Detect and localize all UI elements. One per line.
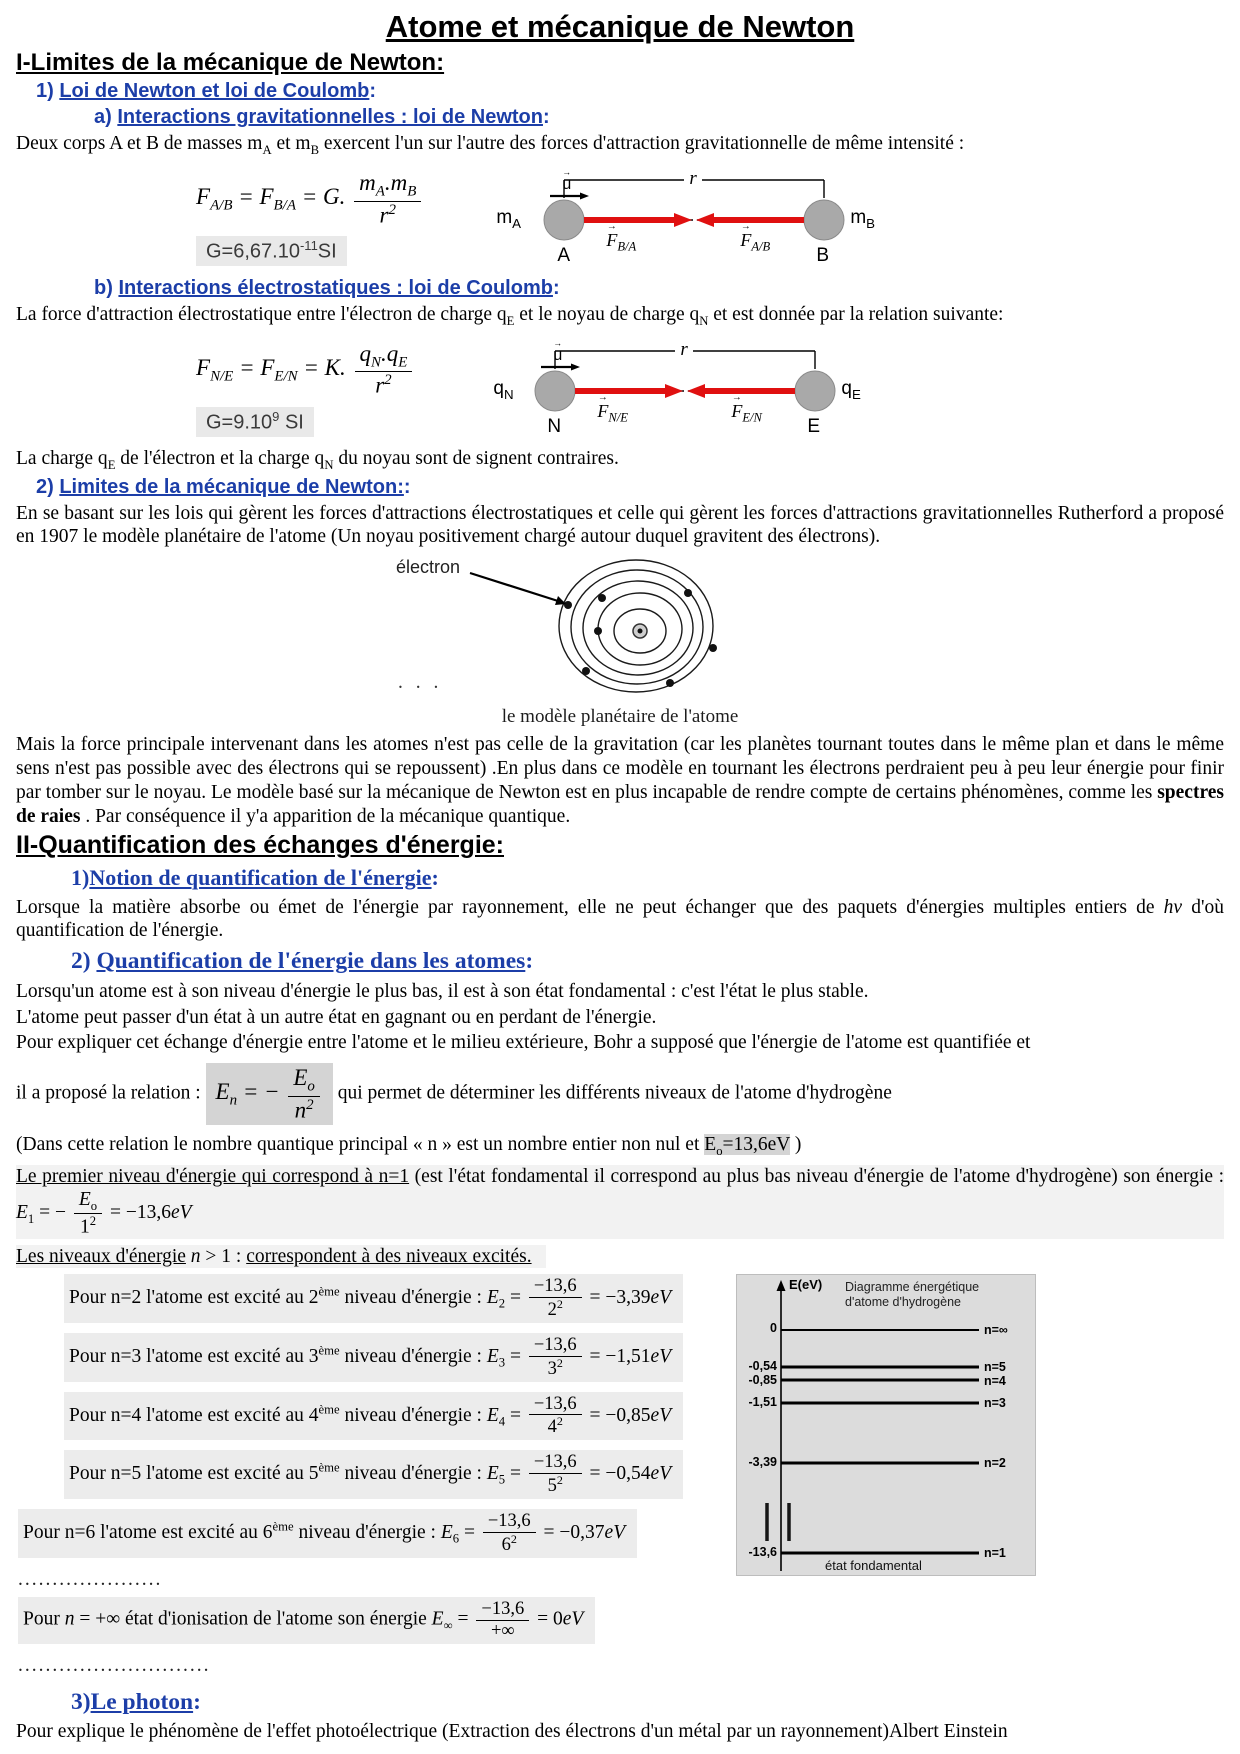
section-i-heading: I-Limites de la mécanique de Newton:: [16, 48, 445, 76]
para-premier-niveau: Le premier niveau d'énergie qui correspond à n=1 (est l'état fondamental il correspond au plus bas niveau d'énergie de l'atome d'hydrogène) son énergie : $E_1$ = − $\frac{E_o}{1^2}$ = −13,6eV: [16, 1166, 1224, 1238]
level-value-label: -0,54: [748, 1359, 777, 1374]
energy-level-line-n2: Pour n=2 l'atome est excité au 2ème niveau d'énergie : $E_2$ = $\frac{-13,6}{2^2}$ = −3,39eV: [64, 1274, 683, 1323]
para-niveaux-excites: Les niveaux d'énergie n > 1 : correspondent à des niveaux excités.: [16, 1245, 546, 1269]
electron-pointer-line: [470, 573, 558, 601]
point-right-label: E: [807, 415, 821, 437]
page-title: [16, 8, 1224, 46]
heading-tail: :: [542, 106, 550, 129]
atom-model-figure: [340, 553, 900, 731]
force-right-label: $F \to_{E/N}$: [731, 401, 762, 426]
gravitation-formula-block: [196, 170, 424, 266]
unit-vector-arrow-head: [580, 193, 589, 200]
coulomb-diagram: [485, 335, 885, 443]
mass-right-label: $m_B$: [850, 207, 876, 231]
mass-circle-right: [804, 200, 844, 240]
heading-tail: :: [525, 948, 534, 975]
energy-diagram-canvas: [737, 1275, 1037, 1577]
electron-dot: [666, 679, 674, 687]
para-critique-modele: Mais la force principale intervenant dans les atomes n'est pas celle de la gravitation (car les planètes tournant toutes dans le même plan et dans le même sens n'est pas possible avec des électrons qui se repoussent) .En plus dans ce modèle en tournant les électrons perdraient peu à peu leur énergie pour finir par tomber sur le noyau. Le modèle basé sur la mécanique de Newton est en plus incapable de rendre compte de certains phénomènes, comme les spectres de raies . Par conséquence il y'a apparition de la mécanique quantique.: [16, 734, 1224, 827]
heading-limites-newton: [36, 475, 1224, 499]
heading-number: 2): [71, 948, 97, 975]
energy-axis-label: E(eV): [789, 1277, 823, 1293]
heading-quantification-atomes: [71, 947, 1224, 976]
level-value-label: -3,39: [748, 1455, 777, 1470]
heading-label: Loi de Newton et loi de Coulomb: [59, 80, 370, 103]
energy-diagram: [736, 1274, 1036, 1576]
para-changement-etat: L'atome peut passer d'un état à un autre état en gagnant ou en perdant de l'énergie.: [16, 1006, 657, 1028]
force-left-label: $F \to_{N/E}$: [597, 401, 628, 426]
energy-diagram-title: Diagramme énergétique d'atome d'hydrogène: [845, 1280, 980, 1310]
level-n-label: n=∞: [984, 1323, 1008, 1338]
level-n-label: n=1: [984, 1546, 1006, 1561]
heading-number: 2): [36, 476, 60, 499]
charge-circle-right: [795, 371, 835, 411]
electron-dot: [709, 644, 717, 652]
point-right-label: B: [816, 245, 830, 267]
heading-number: 1): [71, 864, 90, 890]
dots-separator-1: .....................: [18, 1568, 163, 1590]
atom-figure-caption: le modèle planétaire de l'atome: [501, 706, 739, 728]
level-n-label: n=3: [984, 1396, 1006, 1411]
ellipsis-dots: . . .: [398, 672, 443, 694]
unit-vector-arrow-head: [571, 363, 580, 370]
heading-label: Limites de la mécanique de Newton:: [59, 476, 404, 499]
para-etat-fondamental: Lorsqu'un atome est à son niveau d'énergie le plus bas, il est à son état fondamental : c'est l'état le plus stable.: [16, 980, 869, 1002]
heading-loi-newton-coulomb: [36, 79, 1224, 103]
heading-label: Interactions gravitationnelles : loi de Newton: [117, 106, 543, 129]
relation-prefix: il a proposé la relation :: [16, 1082, 206, 1104]
coulomb-formula-block: [196, 341, 415, 437]
coulomb-force-formula: $F_{N/E} = F_{E/N} = K$. $\frac{q_N.q_E}{r^2}$: [196, 341, 415, 399]
mass-left-label: $m_A$: [496, 207, 522, 231]
heading-number: 3): [71, 1688, 91, 1715]
force-right-label: $F \to_{A/B}$: [740, 230, 770, 255]
para-bohr: Pour expliquer cet échange d'énergie entre l'atome et le milieu extérieure, Bohr a supposé que l'énergie de l'atome est quantifiée et: [16, 1032, 1031, 1054]
force-arrow-right-head: [687, 384, 705, 398]
electron-dot: [598, 594, 606, 602]
electron-dot: [564, 601, 572, 609]
level-n-label: n=4: [984, 1374, 1006, 1389]
coulomb-formula-row: [196, 335, 1224, 443]
distance-label: r: [684, 167, 701, 190]
gravitation-diagram: [494, 164, 894, 272]
para-rutherford: En se basant sur les lois qui gèrent les forces d'attractions électrostatiques et celle qui gèrent les forces d'attractions gravitationnelles Rutherford a proposé en 1907 le modèle planétaire de l'atome (Un noyau positivement chargé autour duquel gravitent des électrons).: [16, 502, 1224, 548]
electron-dot: [582, 667, 590, 675]
energy-level-line-infini: Pour n = +∞ état d'ionisation de l'atome son énergie $E_\infty$ = $\frac{-13,6}{+\infty}$ = 0eV: [18, 1597, 595, 1644]
heading-notion-quantification: [71, 865, 1224, 892]
heading-label: Le photon: [90, 1688, 194, 1715]
heading-number: b): [94, 277, 119, 300]
level-n-label: n=2: [984, 1456, 1006, 1471]
page-title-text: Atome et mécanique de Newton: [385, 9, 855, 44]
energy-levels-list: [16, 1274, 732, 1683]
dots-separator-2: ............................: [18, 1654, 211, 1676]
para-notion: Lorsque la matière absorbe ou émet de l'énergie par rayonnement, elle ne peut échanger que des paquets d'énergies multiples entiers de hν d'où quantification de l'énergie.: [16, 896, 1224, 942]
relation-suffix: qui permet de déterminer les différents niveaux de l'atome d'hydrogène: [337, 1082, 892, 1104]
gravitation-constant-value: $G=6,67.10^{-11}SI$: [196, 236, 347, 266]
heading-tail: :: [403, 476, 411, 499]
heading-number: 1): [36, 80, 60, 103]
level-value-label: 0: [770, 1321, 777, 1336]
heading-label: Notion de quantification de l'énergie: [89, 864, 432, 890]
heading-interactions-electrostatiques: [94, 276, 1224, 300]
section-ii-heading: II-Quantification des échanges d'énergie:: [16, 831, 504, 860]
para-coulomb-intro: La force d'attraction électrostatique entre l'électron de charge $q_E$ et le noyau de charge $q_N$ et est donnée par la relation suivante:: [16, 303, 1004, 328]
unit-vector-label: u →: [553, 346, 562, 366]
heading-tail: :: [193, 1688, 201, 1715]
energy-level-line-n5: Pour n=5 l'atome est excité au 5ème niveau d'énergie : $E_5$ = $\frac{-13,6}{5^2}$ = −0,54eV: [64, 1450, 683, 1499]
heading-tail: :: [552, 277, 560, 300]
para-relation: [16, 1063, 1224, 1125]
force-arrow-right-head: [696, 213, 714, 227]
electron-dot: [594, 627, 602, 635]
para-charges-signes: La charge $q_E$ de l'électron et la charge $q_N$ du noyau sont de signent contraires.: [16, 447, 619, 472]
force-arrow-left-head: [665, 384, 683, 398]
nucleus-dot: [638, 629, 643, 634]
level-value-label: -0,85: [748, 1373, 777, 1388]
coulomb-constant-value: $G=9.10^9$ SI: [196, 407, 314, 437]
charge-right-label: $q_E$: [841, 377, 861, 402]
ground-state-label: état fondamental: [825, 1558, 922, 1574]
electron-dot: [684, 589, 692, 597]
gravitation-formula-row: [196, 164, 1224, 272]
heading-number: a): [94, 106, 118, 129]
level-value-label: -13,6: [748, 1545, 777, 1560]
point-left-label: N: [547, 415, 562, 437]
unit-vector-label: u →: [562, 175, 571, 195]
heading-interactions-gravitationnelles: [94, 105, 1224, 129]
heading-photon: [71, 1688, 1224, 1717]
charge-circle-left: [535, 371, 575, 411]
distance-label: r: [675, 338, 692, 361]
force-left-label: $F \to_{B/A}$: [606, 230, 636, 255]
level-n-label: n=5: [984, 1360, 1006, 1375]
energy-level-line-n3: Pour n=3 l'atome est excité au 3ème niveau d'énergie : $E_3$ = $\frac{-13,6}{3^2}$ = −1,51eV: [64, 1333, 683, 1382]
electron-label: électron: [396, 557, 461, 578]
bohr-relation-formula: $E_n$ = − $\frac{E_o}{n^2}$: [206, 1063, 333, 1125]
level-value-label: -1,51: [748, 1395, 777, 1410]
heading-label: Quantification de l'énergie dans les atomes: [96, 948, 526, 975]
para-photon: Pour explique le phénomène de l'effet photoélectrique (Extraction des électrons d'un métal par un rayonnement)Albert Einstein: [16, 1721, 1008, 1743]
energy-levels-section: [16, 1274, 1224, 1683]
energy-level-line-n6: Pour n=6 l'atome est excité au 6ème niveau d'énergie : $E_6$ = $\frac{-13,6}{6^2}$ = −0,37eV: [18, 1509, 637, 1558]
charge-left-label: $q_N$: [493, 377, 514, 402]
newton-force-formula: $F_{A/B} = F_{B/A} = G$. $\frac{m_A.m_B}{r^2}$: [196, 170, 424, 228]
point-left-label: A: [557, 245, 571, 267]
energy-level-line-n4: Pour n=4 l'atome est excité au 4ème niveau d'énergie : $E_4$ = $\frac{-13,6}{4^2}$ = −0,85eV: [64, 1392, 683, 1441]
heading-label: Interactions électrostatiques : loi de Coulomb: [118, 277, 553, 300]
heading-tail: :: [369, 80, 377, 103]
heading-tail: :: [431, 864, 439, 890]
force-arrow-left-head: [674, 213, 692, 227]
energy-axis-arrowhead: [777, 1280, 786, 1291]
para-nombre-quantique: (Dans cette relation le nombre quantique principal « n » est un nombre entier non nul et $E_o=13,6eV$ ): [16, 1133, 802, 1158]
mass-circle-left: [544, 200, 584, 240]
para-gravitation-intro: Deux corps A et B de masses $m_A$ et $m_B$ exercent l'un sur l'autre des forces d'attraction gravitationnelle de même intensité :: [16, 132, 965, 157]
